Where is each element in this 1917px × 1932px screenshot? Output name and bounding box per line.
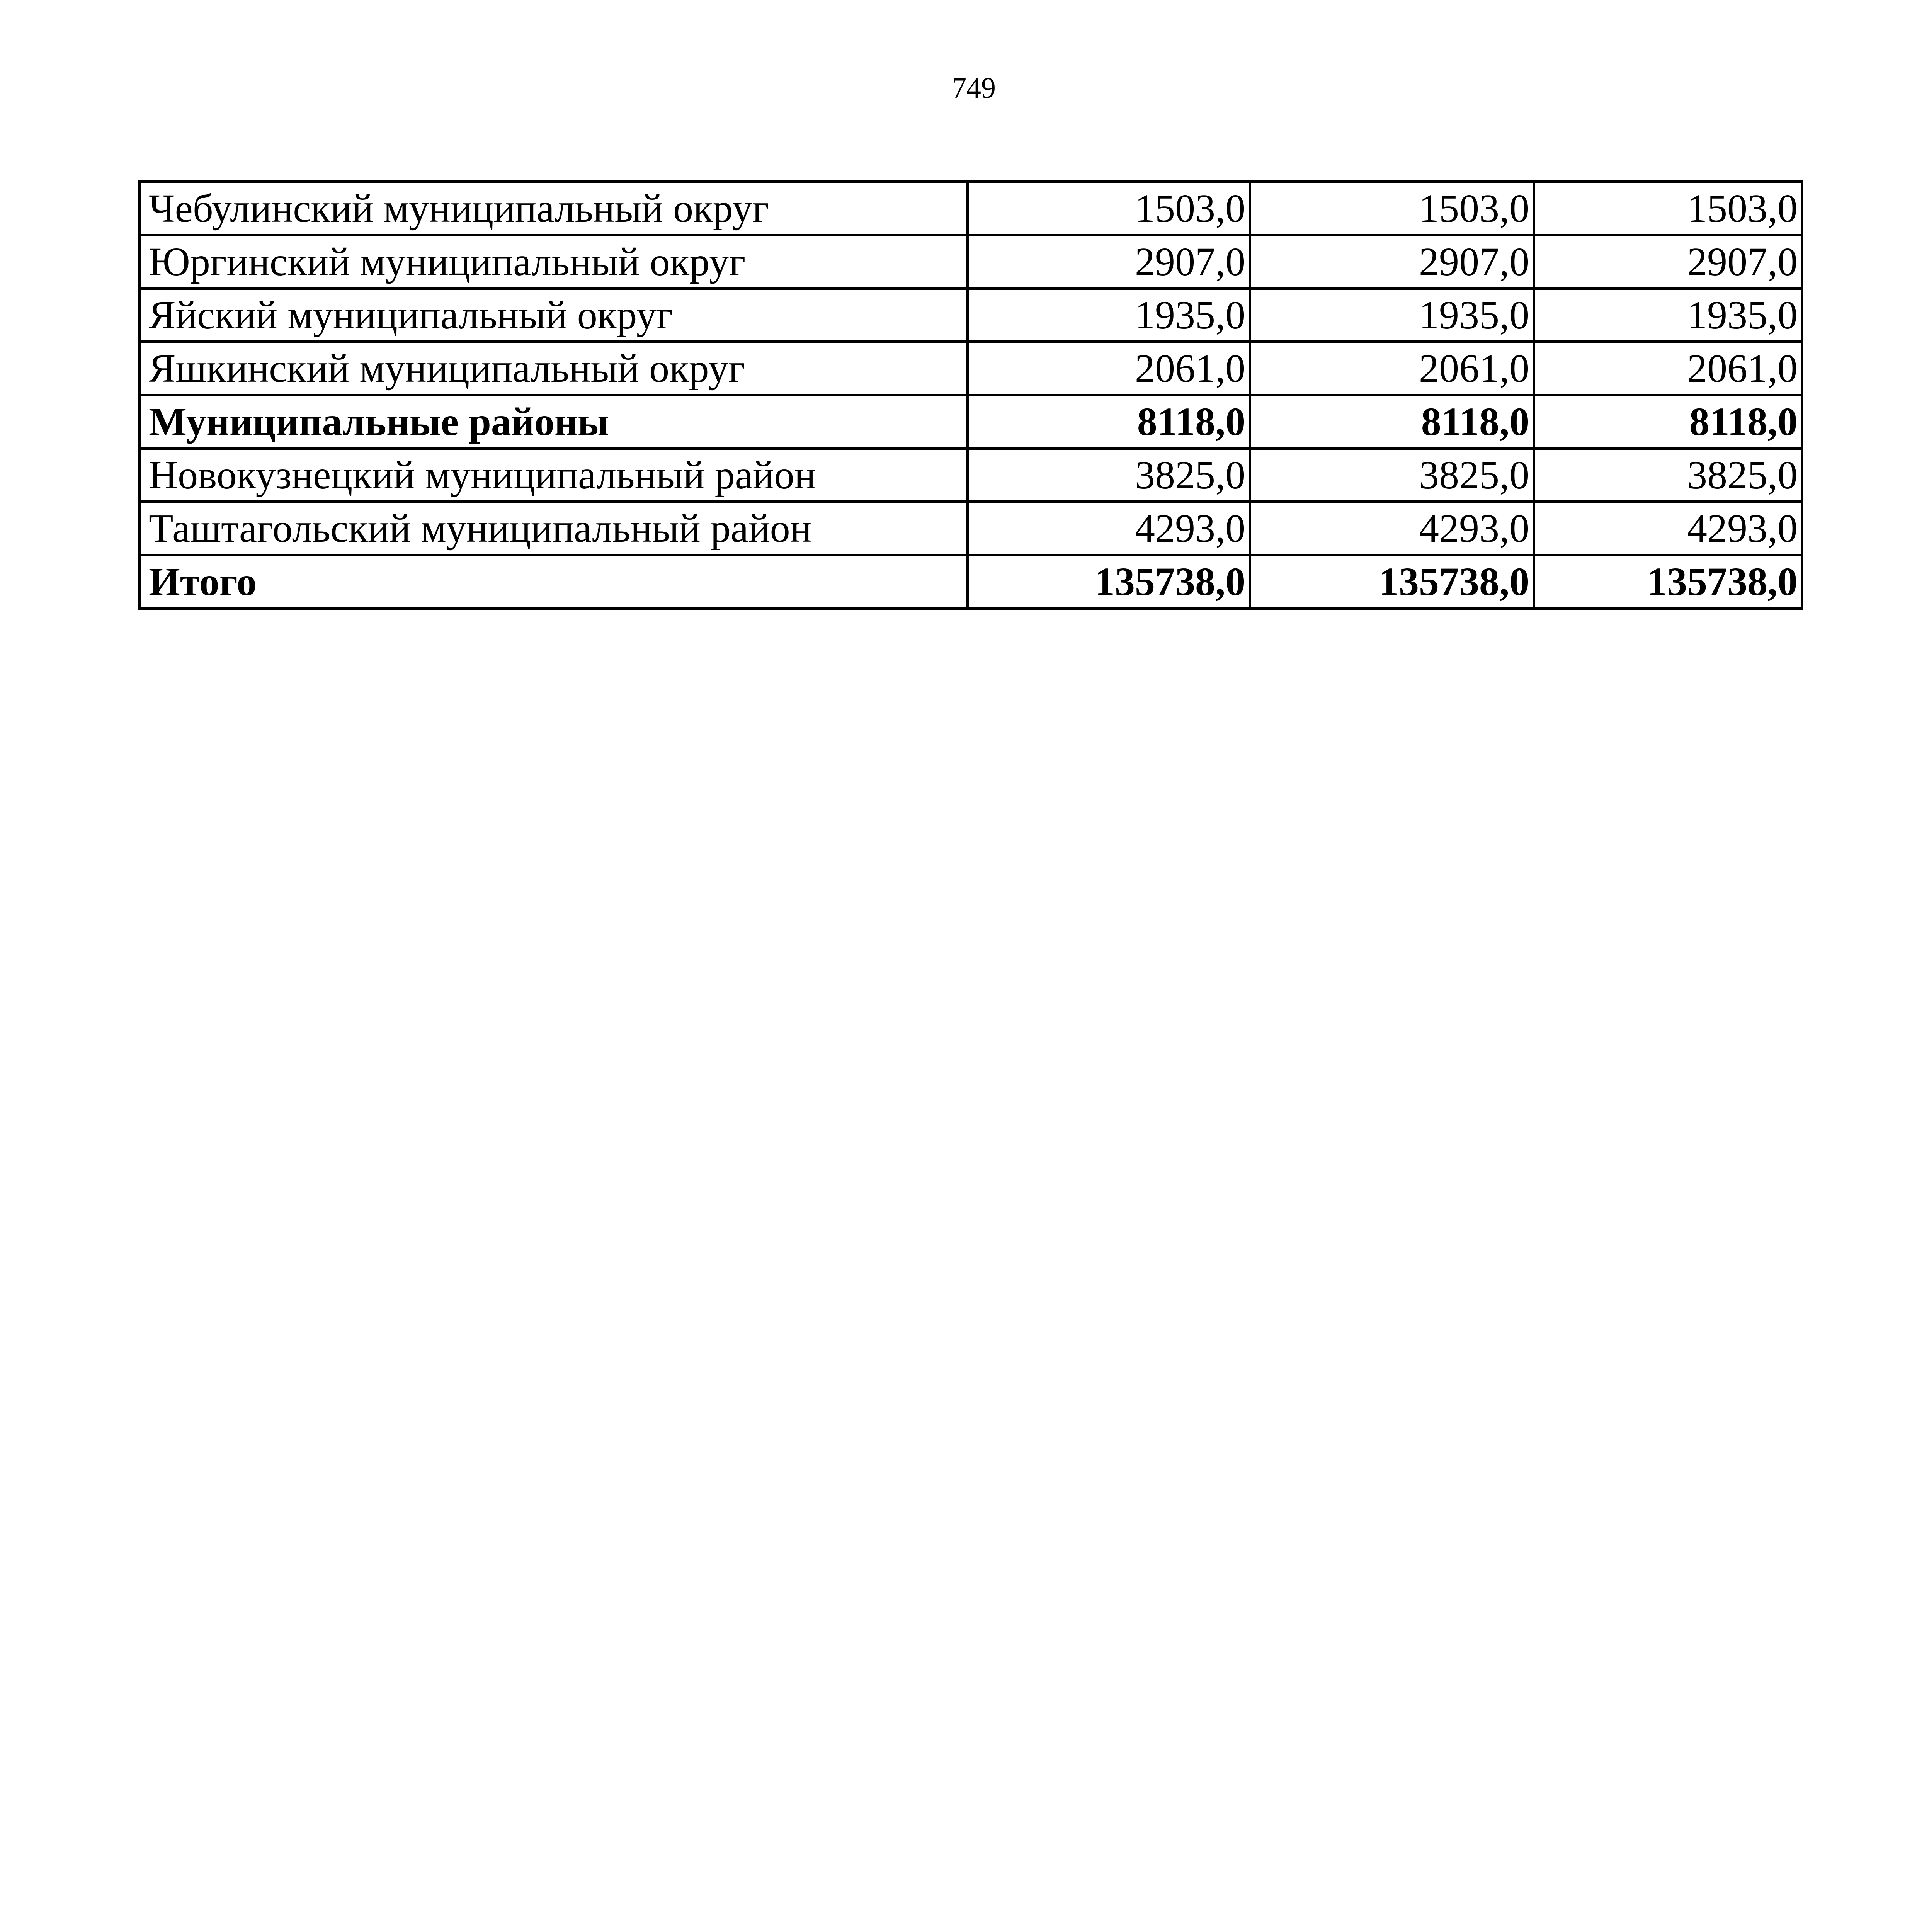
row-name: Итого bbox=[140, 555, 968, 609]
row-name: Новокузнецкий муниципальный район bbox=[140, 449, 968, 502]
page-number: 749 bbox=[952, 72, 996, 104]
row-value: 8118,0 bbox=[968, 395, 1250, 449]
row-name: Яйский муниципальный округ bbox=[140, 289, 968, 342]
row-value: 2061,0 bbox=[968, 342, 1250, 395]
row-value: 1935,0 bbox=[1534, 289, 1802, 342]
table-row bbox=[140, 289, 1802, 342]
row-value: 4293,0 bbox=[1534, 502, 1802, 555]
table-row-total bbox=[140, 555, 1802, 609]
row-value: 3825,0 bbox=[1534, 449, 1802, 502]
table-row bbox=[140, 502, 1802, 555]
row-value: 1935,0 bbox=[968, 289, 1250, 342]
row-value: 3825,0 bbox=[1250, 449, 1534, 502]
row-value: 3825,0 bbox=[968, 449, 1250, 502]
row-name: Яшкинский муниципальный округ bbox=[140, 342, 968, 395]
row-name: Таштагольский муниципальный район bbox=[140, 502, 968, 555]
row-value: 2907,0 bbox=[1250, 235, 1534, 289]
row-value: 2907,0 bbox=[1534, 235, 1802, 289]
row-value: 8118,0 bbox=[1534, 395, 1802, 449]
table-row-subtotal bbox=[140, 395, 1802, 449]
row-value: 1935,0 bbox=[1250, 289, 1534, 342]
data-table bbox=[138, 180, 1803, 610]
row-value: 2907,0 bbox=[968, 235, 1250, 289]
table-row bbox=[140, 342, 1802, 395]
table-row bbox=[140, 235, 1802, 289]
row-value: 4293,0 bbox=[968, 502, 1250, 555]
row-value: 1503,0 bbox=[968, 182, 1250, 235]
row-name: Муниципальные районы bbox=[140, 395, 968, 449]
row-name: Юргинский муниципальный округ bbox=[140, 235, 968, 289]
row-value: 2061,0 bbox=[1250, 342, 1534, 395]
row-value: 8118,0 bbox=[1250, 395, 1534, 449]
row-value: 135738,0 bbox=[1250, 555, 1534, 609]
row-value: 1503,0 bbox=[1250, 182, 1534, 235]
row-value: 1503,0 bbox=[1534, 182, 1802, 235]
row-value: 135738,0 bbox=[1534, 555, 1802, 609]
row-value: 4293,0 bbox=[1250, 502, 1534, 555]
row-value: 135738,0 bbox=[968, 555, 1250, 609]
row-name: Чебулинский муниципальный округ bbox=[140, 182, 968, 235]
row-value: 2061,0 bbox=[1534, 342, 1802, 395]
table-row bbox=[140, 449, 1802, 502]
table-row bbox=[140, 182, 1802, 235]
